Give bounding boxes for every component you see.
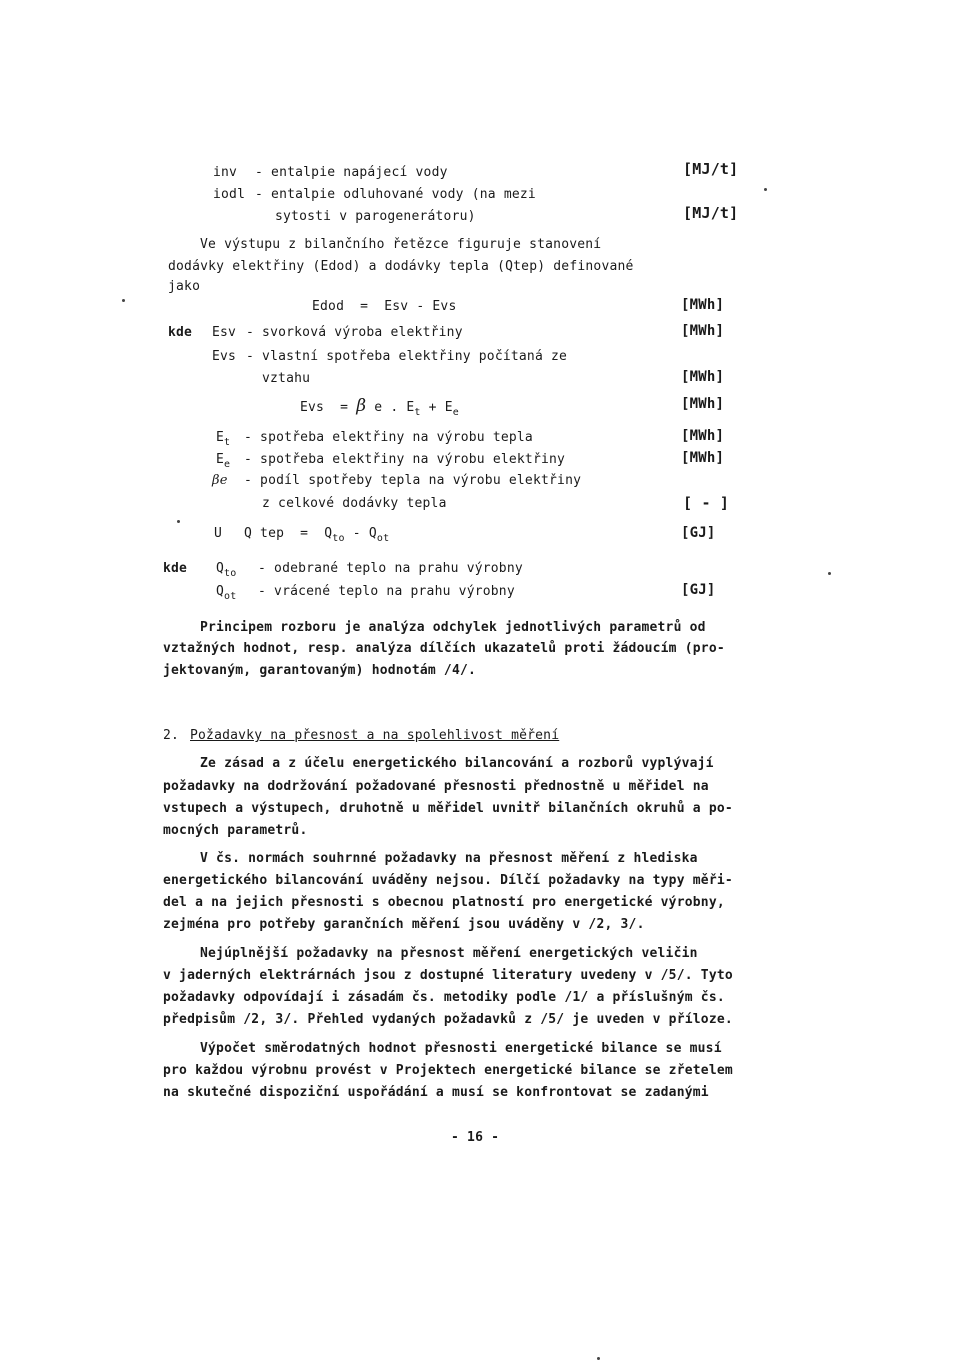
def-iodl-text: - entalpie odluhované vody (na mezi xyxy=(255,187,536,202)
kde-label-2: kde xyxy=(163,561,188,576)
para4-line-1: Nejúplnější požadavky na přesnost měření energetických veličin xyxy=(200,946,698,961)
def-et-symbol: $E_t$ xyxy=(216,430,231,448)
def-esv-symbol: Esv xyxy=(212,325,237,340)
def-et-unit: [MWh] xyxy=(681,428,725,444)
equation-evs-sub-e: e xyxy=(452,407,459,418)
section-title: Požadavky na přesnost a na spolehlivost měření xyxy=(190,728,560,743)
para3-line-2: energetického bilancování uváděny nejsou. Dílčí požadavky na typy měři- xyxy=(163,873,733,888)
para5-line-3: na skutečné dispoziční uspořádání a musí se konfrontovat se zadanými xyxy=(163,1085,709,1100)
equation-evs-unit: [MWh] xyxy=(681,396,725,412)
equation-qtep: Q tep = $Q_{to} - Q_{ot}$ xyxy=(244,526,390,544)
para1-line-3: jektovaným, garantovaným) hodnotám /4/. xyxy=(163,663,477,678)
def-qot-symbol: $Q_{ot}$ xyxy=(216,584,237,602)
def-inv-text: - entalpie napájecí vody xyxy=(255,165,448,180)
def-esv-unit: [MWh] xyxy=(681,323,725,339)
def-inv-unit: [MJ/t] xyxy=(683,160,739,178)
def-qot-unit: [GJ] xyxy=(681,582,716,598)
para4-line-3: požadavky odpovídají i zásadám čs. metodiky podle /1/ a příslušným čs. xyxy=(163,990,725,1005)
def-et-text: - spotřeba elektřiny na výrobu tepla xyxy=(244,430,533,445)
para4-line-4: předpisům /2, 3/. Přehled vydaných požadavků z /5/ je uveden v příloze. xyxy=(163,1012,733,1027)
def-iodl-symbol: iodl xyxy=(213,187,246,202)
equation-evs-sub-t: t xyxy=(414,407,421,418)
def-beta-e-unit: [ - ] xyxy=(683,494,730,512)
def-inv-symbol: inv xyxy=(213,165,238,180)
scan-speck xyxy=(828,572,831,575)
equation-evs-lhs: Evs = xyxy=(300,400,349,415)
def-iodl-text-cont: sytosti v parogenerátoru) xyxy=(275,209,476,224)
para3-line-1: V čs. normách souhrnné požadavky na přesnost měření z hlediska xyxy=(200,851,698,866)
def-evs-unit: [MWh] xyxy=(681,369,725,385)
def-qto-symbol: $Q_{to}$ xyxy=(216,561,237,579)
equation-edod-unit: [MWh] xyxy=(681,297,725,313)
def-ee-symbol: $E_e$ xyxy=(216,452,231,470)
intro-line-3: jako xyxy=(168,279,201,294)
def-beta-e-symbol: βe xyxy=(212,473,228,488)
def-beta-e-text: - podíl spotřeby tepla na výrobu elektřiny xyxy=(244,473,582,488)
def-evs-symbol: Evs xyxy=(212,349,237,364)
kde-label-1: kde xyxy=(168,325,193,340)
scan-speck xyxy=(764,188,767,191)
equation-evs-rest: e . E xyxy=(374,400,415,415)
equation-evs xyxy=(300,396,459,418)
def-qto-text: - odebrané teplo na prahu výrobny xyxy=(258,561,523,576)
para2-line-3: vstupech a výstupech, druhotně u měřidel uvnitř bilančních okruhů a po- xyxy=(163,801,733,816)
para2-line-4: mocných parametrů. xyxy=(163,823,308,838)
scan-speck xyxy=(122,299,125,302)
para4-line-2: v jaderných elektrárnách jsou z dostupné literatury uvedeny v /5/. Tyto xyxy=(163,968,733,983)
def-beta-e-text-cont: z celkové dodávky tepla xyxy=(262,496,447,511)
def-ee-text: - spotřeba elektřiny na výrobu elektřiny xyxy=(244,452,566,467)
para1-line-2: vztažných hodnot, resp. analýza dílčích ukazatelů proti žádoucím (pro- xyxy=(163,641,725,656)
beta-symbol: β xyxy=(356,396,367,416)
intro-line-1: Ve výstupu z bilančního řetězce figuruje stanovení xyxy=(200,237,602,252)
equation-edod: Edod = Esv - Evs xyxy=(312,299,457,314)
def-qot-text: - vrácené teplo na prahu výrobny xyxy=(258,584,515,599)
para2-line-1: Ze zásad a z účelu energetického bilancování a rozborů vyplývají xyxy=(200,756,714,771)
para1-line-1: Principem rozboru je analýza odchylek jednotlivých parametrů od xyxy=(200,620,706,635)
intro-line-2: dodávky elektřiny (Edod) a dodávky tepla (Qtep) definované xyxy=(168,259,634,274)
section-number: 2. xyxy=(163,728,180,743)
equation-qtep-unit: [GJ] xyxy=(681,525,716,541)
para5-line-1: Výpočet směrodatných hodnot přesnosti energetické bilance se musí xyxy=(200,1041,722,1056)
def-evs-text: - vlastní spotřeba elektřiny počítaná ze xyxy=(246,349,568,364)
scan-speck xyxy=(597,1357,600,1360)
def-iodl-unit: [MJ/t] xyxy=(683,204,739,222)
def-ee-unit: [MWh] xyxy=(681,450,725,466)
scan-speck xyxy=(177,520,180,523)
def-esv-text: - svorková výroba elektřiny xyxy=(246,325,463,340)
para2-line-2: požadavky na dodržování požadované přesnosti přednostně u měřidel na xyxy=(163,779,709,794)
para5-line-2: pro každou výrobnu provést v Projektech energetické bilance se zřetelem xyxy=(163,1063,733,1078)
para3-line-4: zejména pro potřeby garančních měření jsou uváděny v /2, 3/. xyxy=(163,917,645,932)
def-evs-text-cont: vztahu xyxy=(262,371,311,386)
equation-q-prefix: U xyxy=(214,526,223,541)
para3-line-3: del a na jejich přesnosti s obecnou platností pro energetické výrobny, xyxy=(163,895,725,910)
equation-evs-plus: + E xyxy=(420,400,453,415)
page-number: - 16 - xyxy=(451,1130,500,1145)
